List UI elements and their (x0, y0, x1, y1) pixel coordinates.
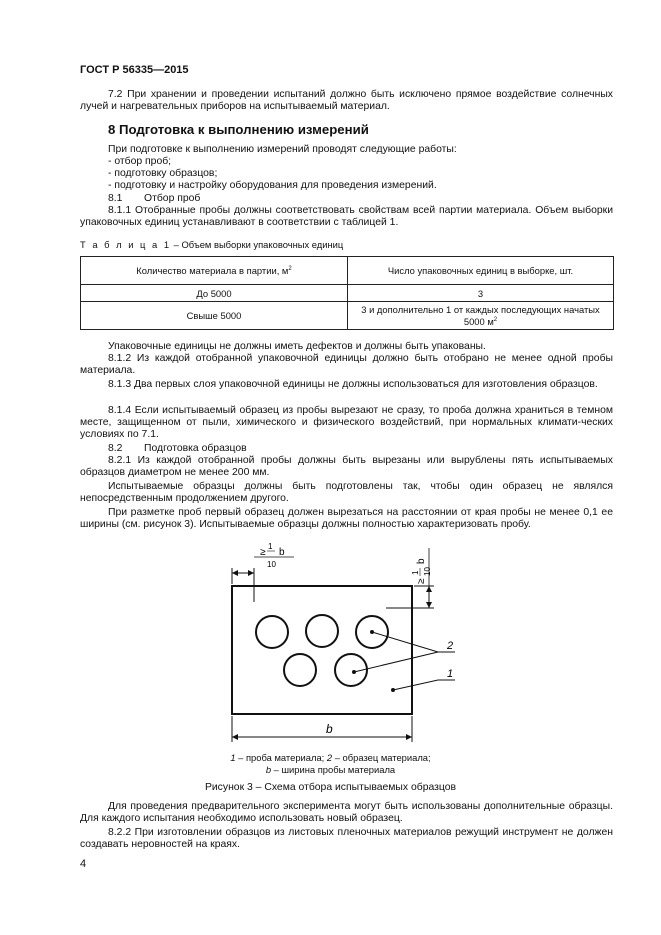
table-header-units: Число упаковочных единиц в выборке, шт. (348, 257, 614, 285)
figure-caption-line-2: b – ширина пробы материала (265, 764, 396, 775)
intro-item-2: - подготовку образцов; (108, 168, 218, 179)
figure-3-diagram (226, 540, 456, 745)
svg-text:10: 10 (423, 567, 432, 576)
heading-8-2-number: 8.2 (108, 443, 123, 454)
svg-text:b: b (416, 558, 427, 564)
paragraph-marking: При разметке проб первый образец должен вырезаться на расстоянии от края пробы не менее 0,1 ее ширины (см. рисунок 3). Испытываемые образцы должны полностью характеризовать пробу. (80, 507, 613, 530)
label-1: 1 (447, 668, 454, 680)
paragraph-8-2-2: 8.2.2 При изготовлении образцов из листовых пленочных материалов режущий инструмент не должен создавать неровностей на краях. (80, 827, 613, 850)
width-b-label: b (326, 722, 333, 736)
intro-lead: При подготовке к выполнению измерений проводят следующие работы: (108, 144, 457, 155)
svg-text:1: 1 (411, 570, 420, 575)
figure-caption-line-1: 1 – проба материала; 2 – образец материала; (230, 752, 431, 763)
paragraph-8-1-2: 8.1.2 Из каждой отобранной упаковочной единицы должно быть отобрано не менее одной пробы материала. (80, 353, 613, 376)
paragraph-preliminary: Для проведения предварительного эксперимента могут быть использованы дополнительные образцы. Для каждого испытания необходимо использовать новый образец. (80, 801, 613, 824)
table-1-title: – Объем выборки упаковочных единиц (171, 239, 344, 250)
paragraph-8-1-1: 8.1.1 Отобранные пробы должны соответствовать свойствам всей партии материала. Объем выборки упаковочных единиц устанавливают в соответствии с таблицей 1. (80, 205, 613, 228)
heading-8-1-title: Отбор проб (144, 193, 201, 204)
table-header-row (81, 257, 614, 285)
paragraph-packaging: Упаковочные единицы не должны иметь дефектов и должны быть упакованы. (108, 341, 486, 352)
paragraph-specimens: Испытываемые образцы должны быть подготовлены так, чтобы один образец не являлся непосредственным продолжением другого. (80, 481, 613, 504)
leader-line-1 (393, 680, 438, 690)
table-1-label: Т а б л и ц а 1 (80, 239, 172, 250)
document-header: ГОСТ Р 56335—2015 (80, 64, 189, 76)
table-cell: 3 и дополнительно 1 от каждых последующих начатых 5000 $м^2$ (348, 302, 614, 330)
intro-item-1: - отбор проб; (108, 156, 172, 167)
dim-numerator: 1 (268, 542, 273, 551)
page-number: 4 (80, 858, 87, 870)
table-1-caption (80, 239, 343, 250)
table-cell: Свыше 5000 (81, 302, 348, 330)
table-cell: 3 (348, 285, 614, 302)
leader-line-2 (354, 652, 438, 672)
leader-line-2 (372, 632, 438, 652)
dim-b-label: b (279, 547, 285, 558)
section-8-title: 8 Подготовка к выполнению измерений (108, 122, 369, 137)
dim-ge-sign: ≥ (260, 547, 266, 558)
table-header-quantity: Количество материала в партии, $м^2$ (81, 257, 348, 285)
table-row (81, 285, 614, 302)
figure-3-title: Рисунок 3 – Схема отбора испытываемых образцов (204, 782, 457, 793)
specimen-circle (256, 616, 288, 648)
table-1 (80, 256, 614, 330)
specimen-circle (306, 615, 338, 647)
label-2: 2 (447, 640, 454, 652)
paragraph-8-2-1: 8.2.1 Из каждой отобранной пробы должны быть вырезаны или вырублены пять испытываемых образцов диаметром не менее 200 мм. (80, 455, 613, 478)
intro-item-3: - подготовку и настройку оборудования для проведения измерений. (108, 180, 437, 191)
heading-8-1-number: 8.1 (108, 193, 123, 204)
paragraph-7-2: 7.2 При хранении и проведении испытаний должно быть исключено прямое воздействие солнечных лучей и нагревательных приборов на испытываемый материал. (80, 89, 613, 112)
table-cell: До 5000 (81, 285, 348, 302)
paragraph-8-1-4: 8.1.4 Если испытываемый образец из пробы вырезают не сразу, то проба должна храниться в темном месте, защищенном от пыли, химического и физического воздействий, при нормальных климати-ческих условиях по 7.1. (80, 405, 613, 440)
table-row (81, 302, 614, 330)
svg-text:≥: ≥ (416, 578, 427, 584)
specimen-circle (284, 654, 316, 686)
heading-8-2-title: Подготовка образцов (144, 443, 247, 454)
sample-rectangle (232, 586, 412, 714)
paragraph-8-1-3: 8.1.3 Два первых слоя упаковочной единицы не должны использоваться для изготовления образцов. (108, 379, 598, 390)
dim-denominator: 10 (267, 560, 276, 569)
